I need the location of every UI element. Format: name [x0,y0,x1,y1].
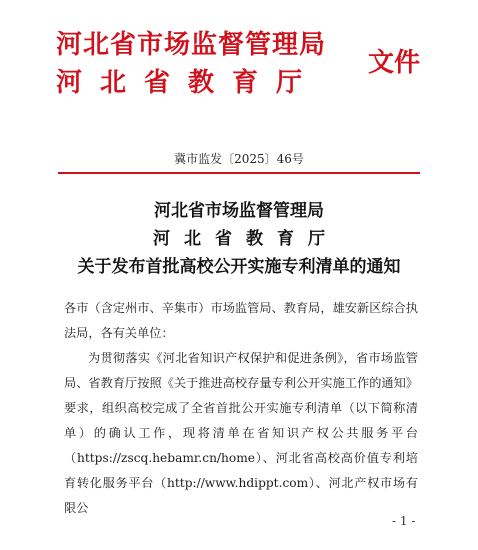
letterhead [56,28,436,106]
title-line-2: 河北省教育厅 [153,229,339,249]
title-line-1: 河北省市场监督管理局 [154,201,324,221]
body-paragraph: 为贯彻落实《河北省知识产权保护和促进条例》，省市场监管局、省教育厅按照《关于推进高校存量专利公开实施工作的通知》要求，组织高校完成了全省首批公开实施专利清单（以下简称清单）的确认工作，现将清单在省知识产权公共服务平台（https://zscq.hebamr.cn/home）、河北省高校高价值专利培育转化服务平台（http://www.hdippt.com）、河北产权市场有限公 [64,351,418,515]
document-body [64,296,418,521]
letterhead-issuer-1: 河北省市场监督管理局 [56,30,327,60]
letterhead-issuer-2: 河北省教育厅 [56,68,321,98]
document-number: 冀市监发〔2025〕46号 [174,152,304,166]
letterhead-suffix: 文件 [368,48,421,78]
addressee: 各市（含定州市、辛集市）市场监管局、教育局，雄安新区综合执法局，各有关单位： [64,301,418,340]
title-line-3: 关于发布首批高校公开实施专利清单的通知 [77,257,401,277]
page-number: - 1 - [392,514,416,528]
red-divider [58,172,420,174]
